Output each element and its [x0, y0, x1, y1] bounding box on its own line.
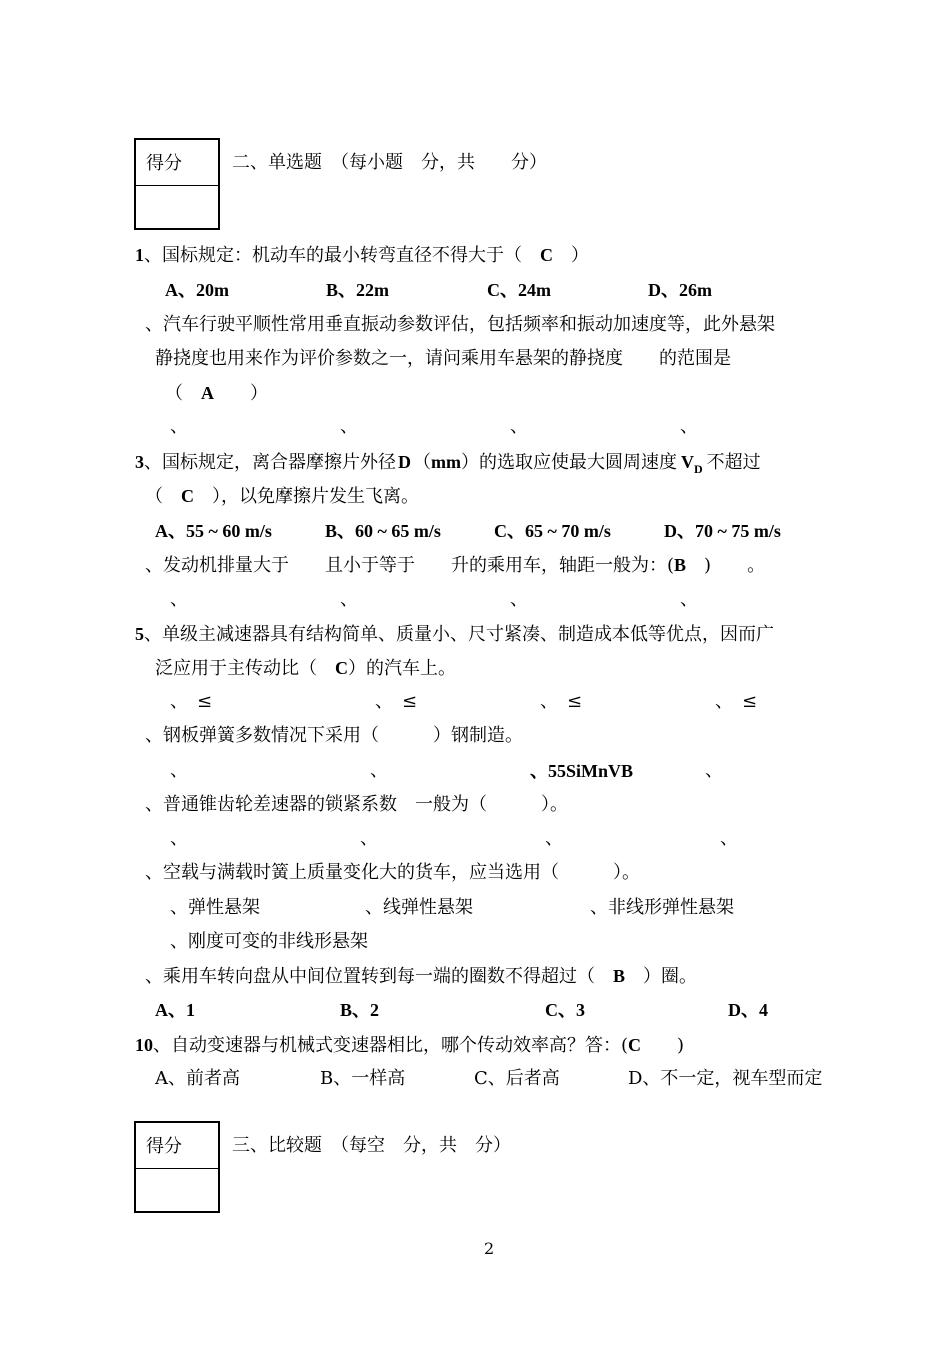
option-b: 、: [340, 589, 358, 610]
option-a: A、前者高: [155, 1068, 240, 1089]
option-d: D、不一定，视车型而定: [628, 1068, 823, 1089]
question-text: 、发动机排量大于 且小于等于 升的乘用车，轴距一般为：(: [145, 555, 675, 576]
variable-d: D: [398, 452, 411, 472]
option-a: A、1: [155, 1000, 195, 1020]
question-3-line2: [145, 485, 419, 508]
option-d: 、: [680, 416, 698, 437]
question-text: （: [413, 452, 431, 473]
answer: C: [540, 245, 553, 265]
question-text: 、乘用车转向盘从中间位置转到每一端的圈数不得超过（: [145, 966, 613, 987]
question-number: 3: [135, 452, 144, 472]
variable-v: [681, 452, 703, 476]
option-c: C、后者高: [474, 1068, 560, 1089]
question-5-line2: [155, 657, 456, 680]
option-d: 、: [705, 760, 723, 781]
answer: B: [674, 555, 687, 575]
question-text: ），以免摩擦片发生飞离。: [194, 486, 419, 507]
option-a: 、: [170, 589, 188, 610]
question-number: 10: [135, 1035, 153, 1055]
option-d: D、4: [728, 1000, 768, 1020]
question-1: [135, 244, 589, 267]
score-box-section2: [134, 138, 220, 230]
option-a: 、: [170, 760, 188, 781]
question-10: [135, 1034, 684, 1057]
option-a: 、 ≤: [170, 691, 213, 712]
question-text: ）圈。: [625, 966, 698, 987]
question-7: 、普通锥齿轮差速器的锁紧系数 一般为（ ）。: [145, 794, 568, 815]
option-a: 、: [170, 828, 188, 849]
question-5-line1: [135, 623, 774, 646]
option-d: 、: [680, 589, 698, 610]
option-b: 、: [370, 760, 388, 781]
option-b: 、: [340, 416, 358, 437]
option-c: 、: [545, 828, 563, 849]
question-number: 1: [135, 245, 144, 265]
option-c: C、24m: [487, 280, 551, 300]
page-number: 2: [484, 1239, 495, 1258]
score-box-divider: [136, 185, 218, 186]
question-2-line3: [165, 382, 268, 405]
option-b: B、2: [340, 1000, 380, 1020]
question-number: 5: [135, 624, 144, 644]
question-text: 、单级主减速器具有结构简单、质量小、尺寸紧凑、制造成本低等优点，因而广: [144, 624, 774, 645]
question-8: 、空载与满载时簧上质量变化大的货车，应当选用（ ）。: [145, 862, 640, 883]
option-a: 、: [170, 416, 188, 437]
option-d: 、刚度可变的非线形悬架: [170, 931, 368, 952]
answer: C: [181, 486, 194, 506]
section3-title: 三、比较题 （每空 分，共 分）: [232, 1135, 511, 1156]
score-label: 得分: [146, 153, 182, 174]
question-2-line2: 静挠度也用来作为评价参数之一，请问乘用车悬架的静挠度 的范围是: [155, 348, 731, 369]
answer: B: [613, 966, 626, 986]
question-6: 、钢板弹簧多数情况下采用（ ）钢制造。: [145, 725, 523, 746]
question-text: 、国标规定：机动车的最小转弯直径不得大于（: [144, 245, 540, 266]
variable-v-main: V: [681, 452, 694, 472]
option-c: 、非线形弹性悬架: [590, 897, 734, 918]
option-a: 、弹性悬架: [170, 897, 260, 918]
section2-title: 二、单选题 （每小题 分，共 分）: [232, 152, 547, 173]
option-c: 、 ≤: [540, 691, 583, 712]
question-4: [145, 554, 765, 577]
question-text: ）的汽车上。: [348, 658, 456, 679]
score-box-section3: [134, 1121, 220, 1213]
option-b: B、60 ~ 65 m/s: [325, 521, 441, 541]
question-text: ）: [214, 383, 268, 404]
option-d: 、 ≤: [715, 691, 758, 712]
question-text: （: [145, 486, 181, 507]
option-a: A、20m: [165, 280, 229, 300]
question-text: ）: [553, 245, 589, 266]
question-9: [145, 965, 697, 988]
option-c: 、55SiMnVB: [530, 761, 634, 781]
question-text: ) 。: [686, 555, 766, 576]
question-text: ): [641, 1035, 685, 1056]
option-b: B、一样高: [320, 1068, 406, 1089]
option-c: 、: [510, 416, 528, 437]
option-b: 、: [360, 828, 378, 849]
option-b: 、 ≤: [375, 691, 418, 712]
question-text: ）的选取应使最大圆周速度: [461, 452, 677, 473]
answer: C: [628, 1035, 642, 1055]
answer: C: [335, 658, 348, 678]
option-c: C、65 ~ 70 m/s: [494, 521, 611, 541]
variable-v-sub: D: [694, 462, 703, 476]
option-d: 、: [720, 828, 738, 849]
question-text: 泛应用于主传动比（: [155, 658, 335, 679]
question-text: 、国标规定，离合器摩擦片外径: [144, 452, 396, 473]
question-2-line1: 、汽车行驶平顺性常用垂直振动参数评估，包括频率和振动加速度等，此外悬架: [145, 314, 775, 335]
option-a: A、55 ~ 60 m/s: [155, 521, 272, 541]
option-d: D、70 ~ 75 m/s: [664, 521, 781, 541]
option-c: 、: [510, 589, 528, 610]
answer: A: [201, 383, 214, 403]
option-b: 、线弹性悬架: [365, 897, 473, 918]
question-text: 不超过: [706, 452, 761, 473]
question-3-line1: [135, 451, 761, 480]
question-text: 、自动变速器与机械式变速器相比，哪个传动效率高？答：(: [153, 1035, 629, 1056]
unit-mm: mm: [431, 452, 461, 472]
option-b: B、22m: [326, 280, 389, 300]
option-d: D、26m: [648, 280, 712, 300]
option-c: C、3: [545, 1000, 585, 1020]
question-text: （: [165, 383, 201, 404]
score-box-divider: [136, 1168, 218, 1169]
score-label: 得分: [146, 1136, 182, 1157]
